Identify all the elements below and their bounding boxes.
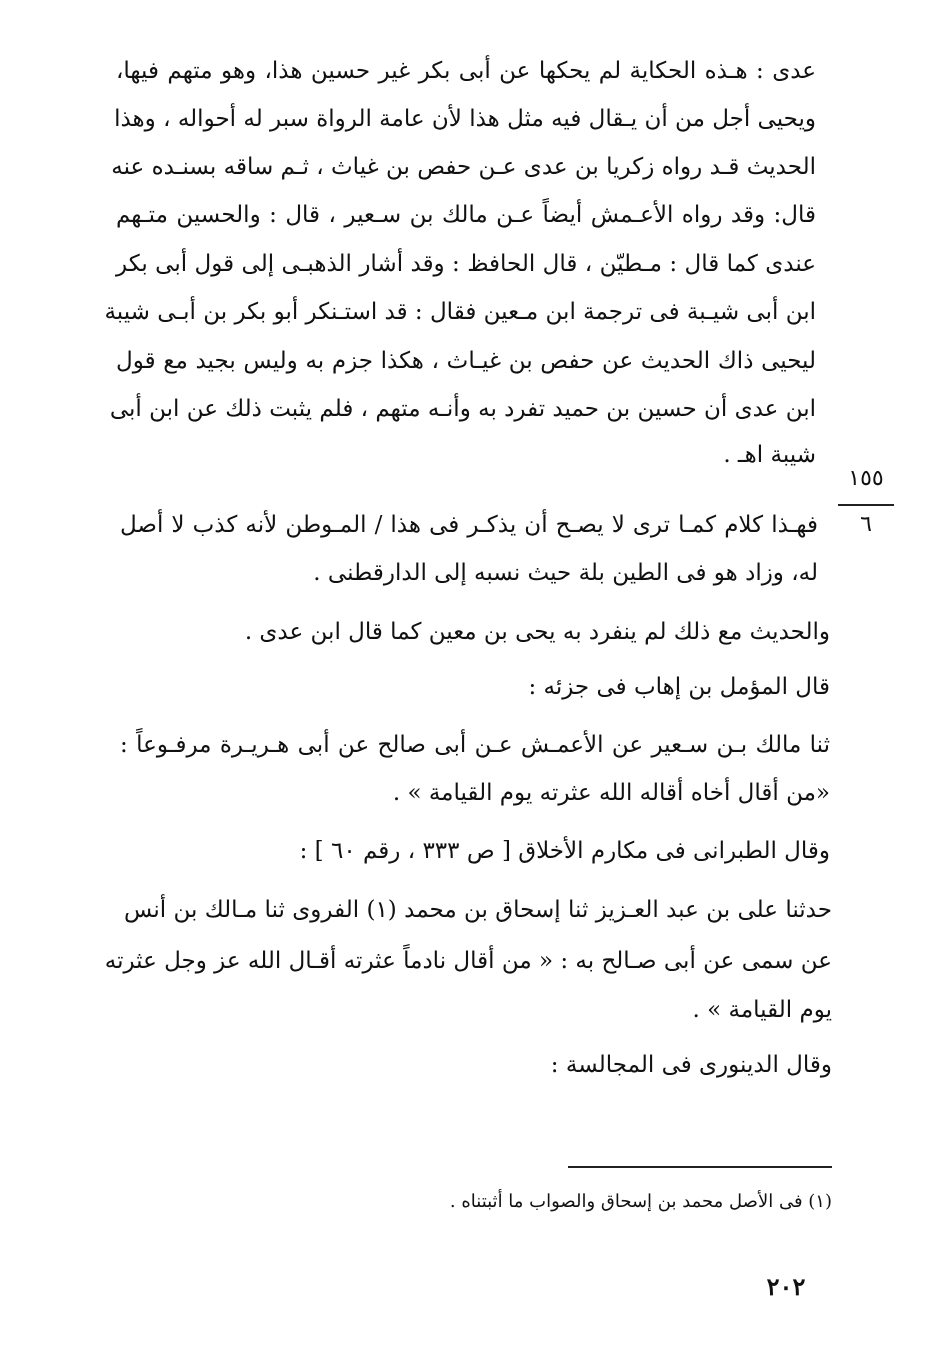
page-number: ٢٠٢ — [766, 1272, 806, 1301]
text-line: ابن أبى شيـبة فى ترجمة ابن مـعين فقال : قد استـنكر أبو بكر بن أبـى شيبة — [104, 299, 816, 325]
text-line: قال: وقد رواه الأعـمش أيضاً عـن مالك بن سـعير ، قال : والحسين متـهم — [116, 202, 816, 228]
text-line: ثنا مالك بـن سـعير عن الأعمـش عـن أبى صالح عن أبى هـريـرة مرفـوعاً : — [120, 732, 830, 758]
text-line: ويحيى أجل من أن يـقال فيه مثل هذا لأن عامة الرواة سبر له أحواله ، وهذا — [114, 106, 816, 132]
text-line: عن سمى عن أبى صـالح به : « من أقال نادماً عثرته أقـال الله عز وجل عثرته — [104, 948, 832, 974]
margin-divider — [838, 504, 894, 506]
text-line: حدثنا على بن عبد العـزيز ثنا إسحاق بن محمد (١) الفروى ثنا مـالك بن أنس — [124, 897, 832, 923]
text-line: وقال الدينورى فى المجالسة : — [550, 1052, 832, 1078]
text-line: الحديث قـد رواه زكريا بن عدى عـن حفص بن غياث ، ثـم ساقه بسنـده عنه — [111, 154, 816, 180]
text-line: قال المؤمل بن إهاب فى جزئه : — [528, 674, 830, 700]
margin-page-ref-lower: ٦ — [860, 512, 872, 537]
text-line: ليحيى ذاك الحديث عن حفص بن غيـاث ، هكذا جزم به وليس بجيد مع قول — [116, 348, 816, 374]
text-line: عدى : هـذه الحكاية لم يحكها عن أبى بكر غير حسين هذا، وهو متهم فيها، — [116, 58, 816, 84]
footnote-divider — [568, 1166, 832, 1168]
text-line: يوم القيامة » . — [692, 997, 832, 1023]
text-line: وقال الطبرانى فى مكارم الأخلاق [ ص ٣٣٣ ، رقم ٦٠ ] : — [299, 838, 830, 864]
text-line: فهـذا كلام كمـا ترى لا يصـح أن يذكـر فى هذا / المـوطن لأنه كذب لا أصل — [120, 512, 818, 538]
text-line: «من أقال أخاه أقاله الله عثرته يوم القيامة » . — [392, 780, 830, 806]
text-line: والحديث مع ذلك لم ينفرد به يحى بن معين كما قال ابن عدى . — [244, 619, 830, 645]
text-line: له، وزاد هو فى الطين بلة حيث نسبه إلى الدارقطنى . — [313, 560, 818, 586]
text-line: عندى كما قال : مـطيّن ، قال الحافظ : وقد أشار الذهبـى إلى قول أبى بكر — [116, 251, 816, 277]
text-line: ابن عدى أن حسين بن حميد تفرد به وأنـه متهم ، فلم يثبت ذلك عن ابن أبى — [109, 396, 816, 422]
margin-page-ref-upper: ١٥٥ — [848, 466, 884, 491]
footnote: (١) فى الأصل محمد بن إسحاق والصواب ما أثبتناه . — [449, 1191, 832, 1212]
text-line: شيبة اهـ . — [723, 442, 816, 468]
